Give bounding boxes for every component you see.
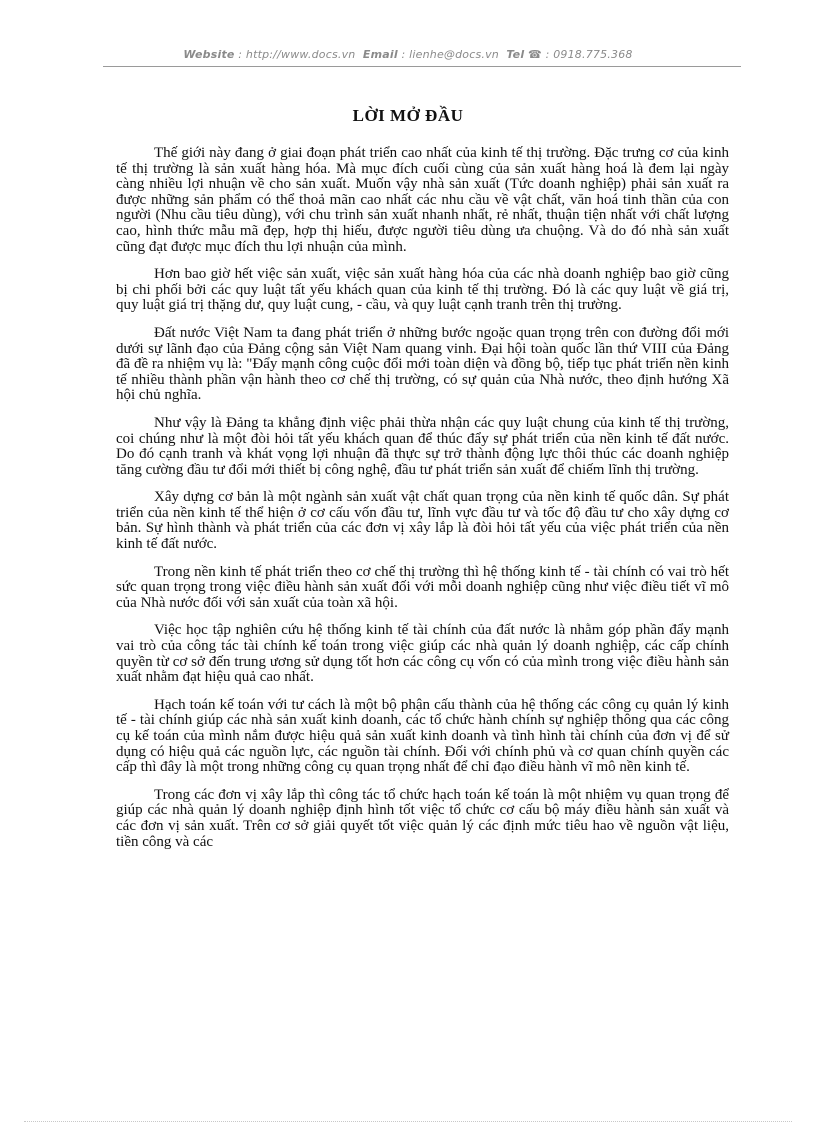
tel-label: Tel xyxy=(506,48,525,61)
paragraph: Thế giới này đang ở giai đoạn phát triển cao nhất của kinh tế thị trường. Đặc trưng cơ của kinh tế thị trường là sản xuất hàng hóa. Mà mục đích cuối cùng của sản xuất hàng hoá là đem lại ngày càng nhiều lợi nhuận về cho sản xuất. Muốn vậy nhà sản xuất (Tức doanh nghiệp) phải sản xuất ra được những sản phẩm có thể thoả mãn cao nhất các nhu cầu về vật chất, văn hoá tinh thần của con người (Nhu cầu tiêu dùng), với chu trình sản xuất nhanh nhất, rẻ nhất, thuận tiện nhất với chất lượng cao, hình thức mẫu mã đẹp, hợp thị hiếu, được người tiêu dùng ưa chuộng. Và do đó nhà sản xuất cũng đạt được mục đích thu lợi nhuận của mình. xyxy=(116,145,729,255)
email-label: Email xyxy=(362,48,398,61)
paragraph: Đất nước Việt Nam ta đang phát triển ở những bước ngoặc quan trọng trên con đường đổi mới dưới sự lãnh đạo của Đảng cộng sản Việt Nam quang vinh. Đại hội toàn quốc lần thứ VIII của Đảng đã đề ra nhiệm vụ là: "Đẩy mạnh công cuộc đổi mới toàn diện và đồng bộ, tiếp tục phát triển nền kinh tế nhiều thành phần vận hành theo cơ chế thị trường, có sự quản của Nhà nước, theo định hướng Xã hội chủ nghĩa. xyxy=(116,324,729,404)
paragraph: Hạch toán kế toán với tư cách là một bộ phận cấu thành của hệ thống các công cụ quản lý kinh tế - tài chính giúp các nhà sản xuất kinh doanh, các tổ chức hành chính sự nghiệp thông qua các công cụ kế toán của mình nắm được hiệu quả sản xuất kinh doanh và tình hình tài chính của đơn vị để sử dụng có hiệu quả các nguồn lực, các nguồn tài chính. Đối với chính phủ và cơ quan chính quyền các cấp thì đây là một trong những công cụ quan trọng nhất để chỉ đạo điều hành vĩ mô nền kinh tế. xyxy=(116,696,729,776)
document-title: LỜI MỞ ĐẦU xyxy=(352,106,464,125)
paragraph: Xây dựng cơ bản là một ngành sản xuất vật chất quan trọng của nền kinh tế quốc dân. Sự phát triển của nền kinh tế thể hiện ở cơ cấu vốn đầu tư, lĩnh vực đầu tư và tốc độ đầu tư cho xây dựng cơ bản. Sự hình thành và phát triển của các đơn vị xây lắp là đòi hỏi tất yếu của việc phát triển của nền kinh tế đất nước. xyxy=(116,489,729,553)
paragraph: Trong nền kinh tế phát triển theo cơ chế thị trường thì hệ thống kinh tế - tài chính có vai trò hết sức quan trọng trong việc điều hành sản xuất đối với mỗi doanh nghiệp cũng như việc điều tiết vĩ mô của Nhà nước đối với sản xuất của toàn xã hội. xyxy=(116,563,729,611)
header-divider xyxy=(103,66,741,67)
website-value: : http://www.docs.vn xyxy=(238,48,356,61)
tel-value: ☎ : 0918.775.368 xyxy=(528,48,633,61)
paragraph: Việc học tập nghiên cứu hệ thống kinh tế tài chính của đất nước là nhằm góp phần đẩy mạnh vai trò của công tác tài chính kế toán trong việc giúp các nhà quản lý doanh nghiệp, các cấp chính quyền từ cơ sở đến trung ương sử dụng tốt hơn các công cụ vốn có của mình trong việc điều hành sản xuất nhằm đạt hiệu quả cao nhất. xyxy=(116,622,729,686)
paragraph: Như vậy là Đảng ta khẳng định việc phải thừa nhận các quy luật chung của kinh tế thị trường, coi chúng như là một đòi hỏi tất yếu khách quan để thúc đẩy sự phát triển của nền kinh tế đất nước. Do đó cạnh tranh và khát vọng lợi nhuận đã thực sự trở thành động lực thôi thúc các doanh nghiệp tăng cường đầu tư đổi mới thiết bị công nghệ, đầu tư phát triển sản xuất để chiếm lĩnh thị trường. xyxy=(116,414,729,478)
email-value: : lienhe@docs.vn xyxy=(401,48,499,61)
paragraph: Trong các đơn vị xây lắp thì công tác tổ chức hạch toán kế toán là một nhiệm vụ quan trọng để giúp các nhà quản lý doanh nghiệp định hình tốt việc tổ chức cơ cấu bộ máy điều hành sản xuất và các đơn vị sản xuất. Trên cơ sở giải quyết tốt việc quản lý các định mức tiêu hao về nguồn vật liệu, tiền công và các xyxy=(116,786,729,850)
footer-divider xyxy=(24,1121,792,1122)
page-header xyxy=(0,48,816,61)
paragraph: Hơn bao giờ hết việc sản xuất, việc sản xuất hàng hóa của các nhà doanh nghiệp bao giờ cũng bị chi phối bởi các quy luật tất yếu khách quan của kinh tế thị trường. Đó là các quy luật về giá trị, quy luật giá trị thặng dư, quy luật cung, - cầu, và quy luật cạnh tranh trên thị trường. xyxy=(116,266,729,314)
website-label: Website xyxy=(183,48,235,61)
document-body xyxy=(116,146,729,862)
